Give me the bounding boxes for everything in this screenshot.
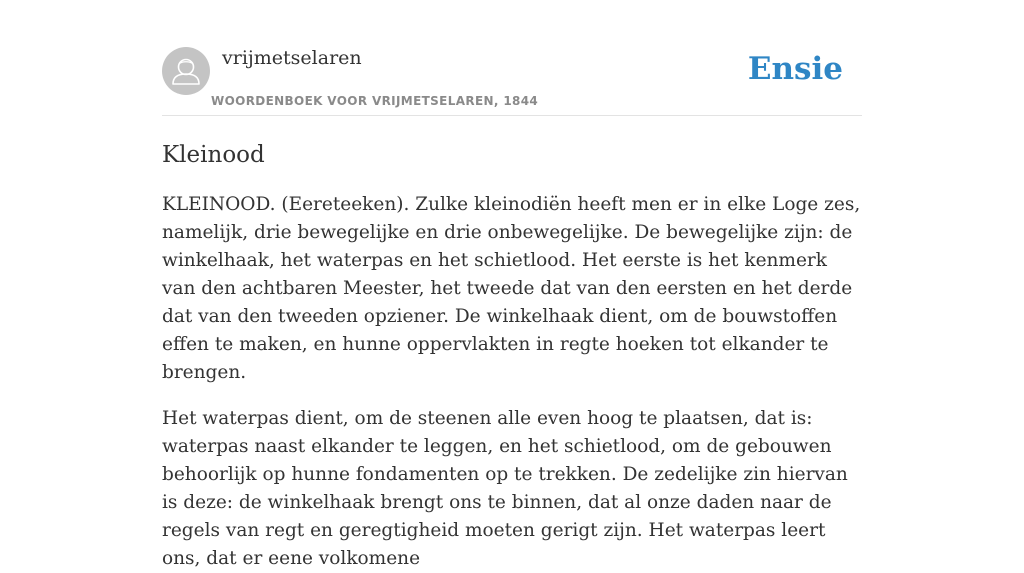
ensie-logo[interactable]: Ensie <box>747 51 843 87</box>
article-paragraph-1: KLEINOOD. (Eereteeken). Zulke kleinodiën heeft men er in elke Loge zes, namelijk, drie bewegelijke en drie onbewegelijke. De bewegelijke zijn: de winkelhaak, het waterpas en het schietlood. Het eerste is het kenmerk van den achtbaren Meester, het tweede dat van den eersten en het derde dat van den tweeden opziener. De winkelhaak dient, om de bouwstoffen effen te maken, en hunne oppervlakten in regte hoeken tot elkander te brengen. <box>162 194 861 383</box>
article-paragraph-2: Het waterpas dient, om de steenen alle even hoog te plaatsen, dat is: waterpas naast elkander te leggen, en het schietlood, om de gebouwen behoorlijk op hunne fondamenten op te trekken. De zedelijke zin hiervan is deze: de winkelhaak brengt ons te binnen, dat al onze daden naar de regels van regt en geregtigheid moeten gerigt zijn. Het waterpas leert ons, dat er eene volkomene <box>162 408 848 569</box>
avatar[interactable] <box>162 47 210 95</box>
article-header <box>162 0 862 116</box>
user-silhouette-icon <box>162 47 210 95</box>
article-container <box>162 0 862 573</box>
article-title: Kleinood <box>162 142 265 168</box>
author-name[interactable]: vrijmetselaren <box>222 47 362 69</box>
source-label[interactable]: WOORDENBOEK VOOR VRIJMETSELAREN, 1844 <box>211 94 539 108</box>
